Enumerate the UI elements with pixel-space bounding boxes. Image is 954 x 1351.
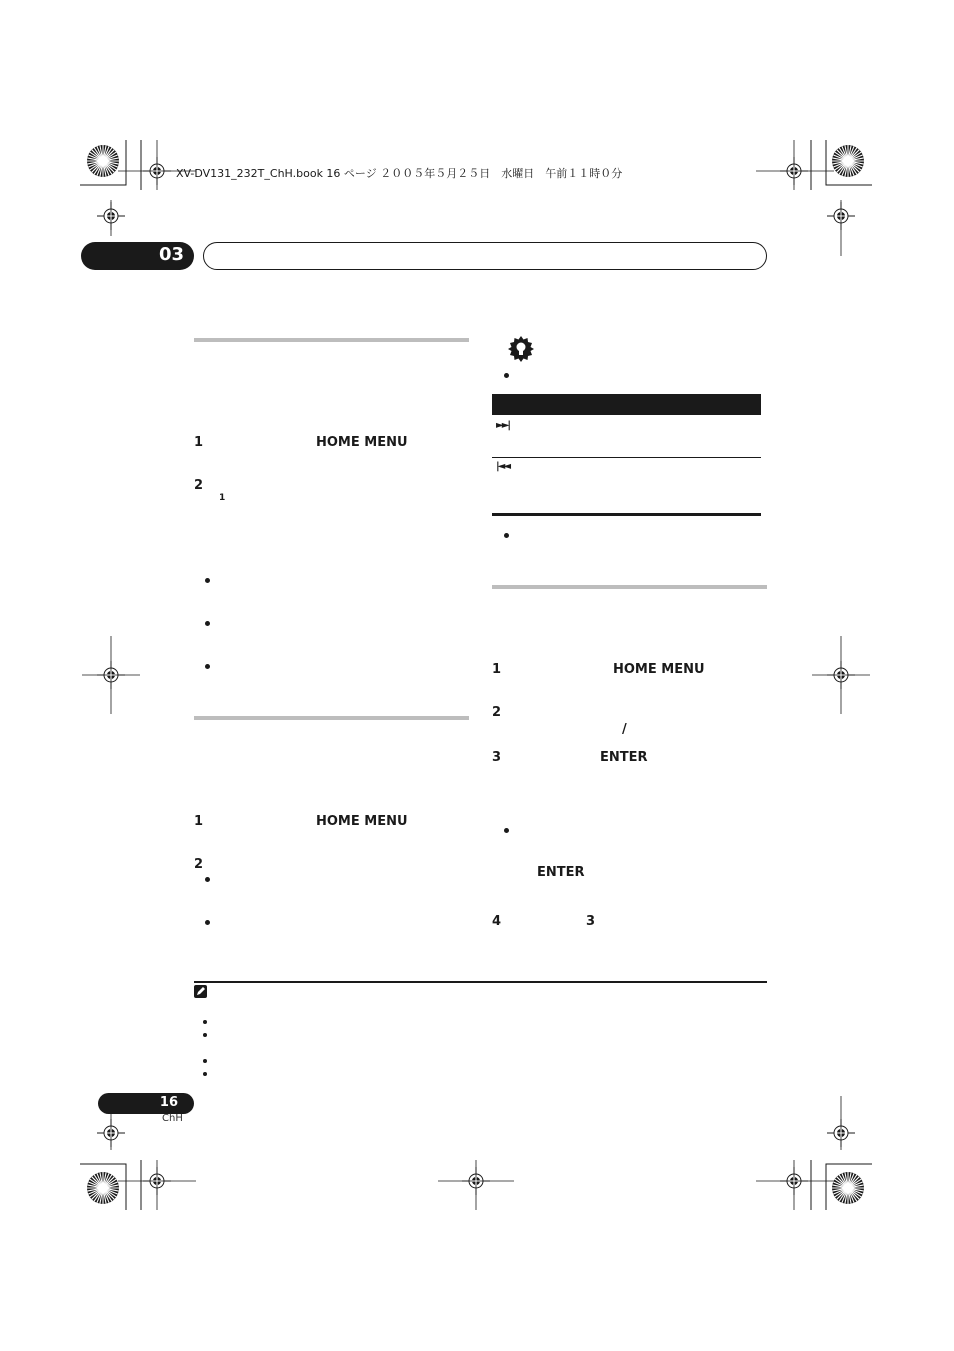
page-number-tab [98,1093,194,1114]
bullet [205,920,210,925]
chapter-number: 03 [158,244,184,265]
step-number: 2 [194,857,204,872]
footnote-ref: 1 [219,493,226,503]
step-number: 1 [194,435,204,450]
page-number: 16 [159,1095,178,1110]
tip-lightbulb-icon [507,335,535,363]
note-bullet [203,1059,207,1063]
table-header [492,394,761,415]
step-number: 1 [194,814,204,829]
step-number: 1 [492,662,502,677]
bullet [205,664,210,669]
bullet [504,533,509,538]
print-header: XV-DV131_232T_ChH.book 16 ページ ２００５年５月２５日 水曜日 午前１１時０分 [176,167,623,180]
next-track-icon: ►►| [496,420,510,431]
key-label-home-menu: HOME MENU [316,814,408,829]
key-label-enter: ENTER [537,865,585,880]
section-divider [492,585,767,589]
key-label-home-menu: HOME MENU [316,435,408,450]
previous-track-icon: |◄◄ [496,461,510,472]
section-divider [194,338,469,342]
chapter-tab [81,242,194,270]
step-number: 3 [492,750,502,765]
step-reference: 3 [586,914,596,929]
note-bullet [203,1020,207,1024]
bullet [205,877,210,882]
chapter-title-box [203,242,767,270]
bullet [504,828,509,833]
bullet [504,373,509,378]
table-bottom-rule [492,513,761,516]
bullet [205,621,210,626]
note-pencil-icon [194,985,207,998]
section-divider [194,716,469,720]
table-row-divider [492,457,761,458]
note-bullet [203,1033,207,1037]
slash-separator: / [622,722,627,737]
key-label-home-menu: HOME MENU [613,662,705,677]
step-number: 2 [492,705,502,720]
step-number: 4 [492,914,502,929]
step-number: 2 [194,478,204,493]
note-bullet [203,1072,207,1076]
bullet [205,578,210,583]
key-label-enter: ENTER [600,750,648,765]
language-code: ChH [162,1113,183,1124]
notes-rule [194,981,767,983]
